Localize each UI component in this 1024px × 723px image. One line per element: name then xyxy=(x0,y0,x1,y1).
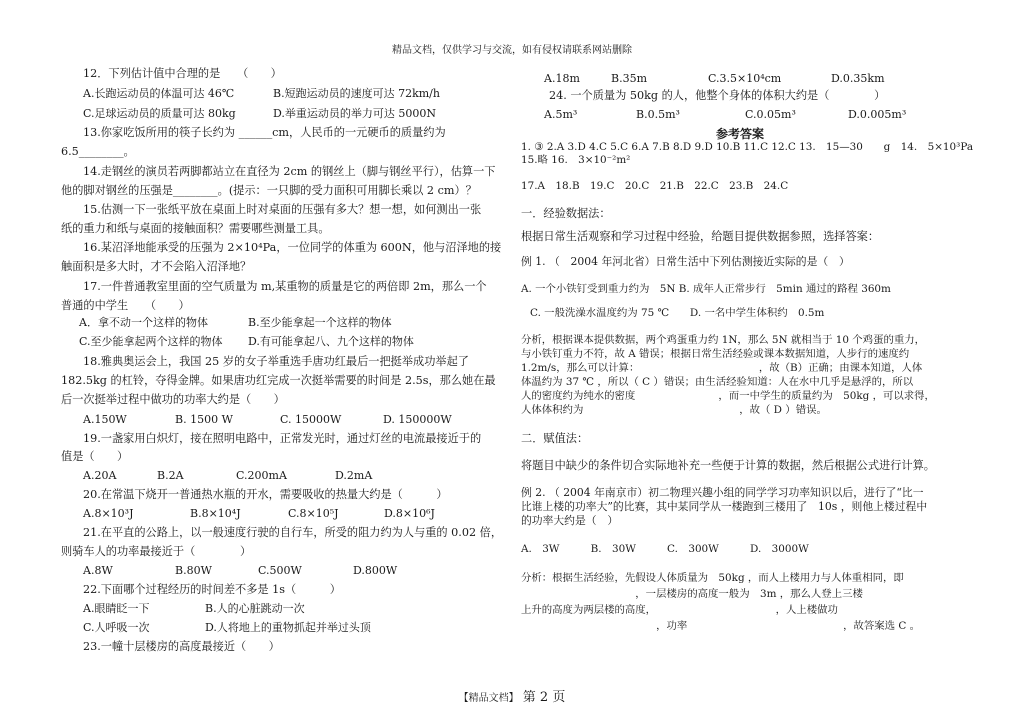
analysis1-line6: 人体体积约为 ，故（ D ）错误。 xyxy=(521,404,827,416)
q19-option-c: C.200mA xyxy=(236,469,287,482)
q13-line2: 6.5________。 xyxy=(61,145,135,158)
q21-line1: 21.在平直的公路上，以一般速度行驶的自行车，所受的阻力约为人与重的 0.02 倍， xyxy=(83,526,503,539)
q21-option-a: A.8W xyxy=(83,564,113,577)
q18-line3: 后一次挺举过程中做功的功率大约是（ ） xyxy=(61,393,285,406)
q18-line1: 18.雅典奥运会上，我国 25 岁的女子举重选手唐功红最后一把挺举成功举起了 xyxy=(83,355,469,368)
q21-option-c: C.500W xyxy=(258,564,302,577)
example2-line2: 比谁上楼的功率大”的比赛，其中某同学从一楼跑到三楼用了 10s ，则他上楼过程中 xyxy=(521,500,928,513)
example1-option-cd: C. 一般洗澡水温度约为 75 ℃ D. 一名中学生体积约 0.5m xyxy=(530,307,825,319)
q20-option-b: B.8×10⁴J xyxy=(190,507,241,520)
q20-option-a: A.8×10³J xyxy=(83,507,134,520)
q21-option-b: B.80W xyxy=(175,564,212,577)
q23-option-a: A.18m xyxy=(544,72,580,85)
q20-option-d: D.8×10⁶J xyxy=(384,507,435,520)
q20-option-c: C.8×10⁵J xyxy=(288,507,339,520)
q16-line2: 触面积是多大时，才不会陷入沼泽地？ xyxy=(61,260,252,273)
q24-option-c: C.0.05m³ xyxy=(745,108,796,121)
q24-option-b: B.0.5m³ xyxy=(636,108,680,121)
section1-title: 一．经验数据法： xyxy=(521,207,611,220)
q22-option-a: A.眼睛眨一下 xyxy=(83,602,150,615)
q18-option-d: D. 150000W xyxy=(383,413,452,426)
page-footer xyxy=(0,686,1024,705)
q23-option-c: C.3.5×10⁴cm xyxy=(708,72,782,85)
answers-line1: 1. ③ 2.A 3.D 4.C 5.C 6.A 7.B 8.D 9.D 10.B 11.C 12.C 13. 15—30 g 14. 5×10³Pa xyxy=(521,141,974,153)
q14-line1: 14.走钢丝的演员若两脚都站立在直径为 2cm 的钢丝上（脚与钢丝平行），估算一下 xyxy=(83,165,496,178)
q13-line1: 13.你家吃饭所用的筷子长约为 ______cm，人民币的一元硬币的质量约为 xyxy=(83,126,446,139)
section2-intro: 将题目中缺少的条件切合实际地补充一些便于计算的数据，然后根据公式进行计算。 xyxy=(521,459,935,472)
answers-title: 参考答案 xyxy=(716,127,765,141)
q18-option-b: B. 1500 W xyxy=(175,413,233,426)
q15-line1: 15.估测一下一张纸平放在桌面上时对桌面的压强有多大？想一想，如何测出一张 xyxy=(83,203,482,216)
analysis1-line2: 与小铁钉重力不符，故 A 错误；根据日常生活经验或课本数据知道，人步行的速度约 xyxy=(521,348,910,360)
section2-title: 二．赋值法： xyxy=(521,432,589,445)
example1-stem: 例 1. （ 2004 年河北省）日常生活中下列估测接近实际的是（ ） xyxy=(521,255,850,268)
q20-stem: 20.在常温下烧开一普通热水瓶的开水，需要吸收的热量大约是（ ） xyxy=(83,488,448,501)
section1-intro: 根据日常生活观察和学习过程中经验，给题目提供数据参照，选择答案： xyxy=(521,230,880,243)
q23-stem: 23.一幢十层楼房的高度最接近（ ） xyxy=(83,640,280,653)
q14-line2: 他的脚对钢丝的压强是________。(提示：一只脚的受力面积可用脚长乘以 2 cm）？ xyxy=(61,184,477,197)
q21-line2: 则骑车人的功率最接近于（ ） xyxy=(61,545,252,558)
q17-option-c: C.至少能拿起两个这样的物体 xyxy=(79,335,223,348)
q18-line2: 182.5kg 的杠铃，夺得金牌。如果唐功红完成一次挺举需要的时间是 2.5s，那么她在最 xyxy=(61,374,496,387)
q18-option-c: C. 15000W xyxy=(280,413,342,426)
q19-option-a: A.20A xyxy=(83,469,117,482)
q12-option-a: A.长跑运动员的体温可达 46℃ xyxy=(83,87,235,100)
analysis1-line4: 体温约为 37 ℃ ，所以（ C ）错误；由生活经验知道：人在水中几乎是悬浮的，所以 xyxy=(521,376,914,388)
q17-option-a: A．拿不动一个这样的物体 xyxy=(79,316,208,329)
q24-option-d: D.0.005m³ xyxy=(848,108,907,121)
answers-line2: 15.略 16. 3×10⁻²m² xyxy=(521,154,631,166)
q12-stem: 12．下列估计值中合理的是 （ ） xyxy=(83,67,282,80)
q17-option-d: D.有可能拿起八、九个这样的物体 xyxy=(248,335,414,348)
analysis2-line4: ，功率 ，故答案选 C 。 xyxy=(521,620,921,632)
q12-option-d: D.举重运动员的举力可达 5000N xyxy=(273,107,437,120)
q12-option-b: B.短跑运动员的速度可达 72km/h xyxy=(273,87,440,100)
q16-line1: 16.某沼泽地能承受的压强为 2×10⁴Pa，一位同学的体重为 600N，他与沼泽地的接 xyxy=(83,241,502,254)
q22-stem: 22.下面哪个过程经历的时间差不多是 1s（ ） xyxy=(83,583,341,596)
example2-line1: 例 2. （ 2004 年南京市）初二物理兴趣小组的同学学习功率知识以后，进行了“比一 xyxy=(521,486,924,499)
analysis2-line1: 分析：根据生活经验，先假设人体质量为 50kg ，而人上楼用力与人体重相同，即 xyxy=(521,572,904,584)
q22-option-d: D.人将地上的重物抓起并举过头顶 xyxy=(205,621,371,634)
q12-option-c: C.足球运动员的质量可达 80kg xyxy=(83,107,236,120)
analysis2-line2: ，一层楼房的高度一般为 3m ，那么人登上三楼 xyxy=(521,588,863,600)
q23-option-b: B.35m xyxy=(611,72,648,85)
q17-option-b: B.至少能拿起一个这样的物体 xyxy=(248,316,392,329)
example2-options: A. 3W B. 30W C. 300W D. 3000W xyxy=(521,543,809,555)
analysis1-line1: 分析，根据课本提供数据，两个鸡蛋重力约 1N，那么 5N 就相当于 10 个鸡蛋的重力， xyxy=(521,334,926,346)
q19-line2: 值是（ ） xyxy=(61,450,129,463)
example2-line3: 的功率大约是（ ） xyxy=(521,514,619,527)
page-header: 精品文档，仅供学习与交流，如有侵权请联系网站删除 xyxy=(392,45,632,56)
footer-tag: 【精品文档】 xyxy=(458,693,519,704)
q23-option-d: D.0.35km xyxy=(831,72,885,85)
q17-line2: 普通的中学生 （ ） xyxy=(61,299,190,312)
analysis1-line5: 人的密度约为纯水的密度 ，而一中学生的质量约为 50kg ，可以求得， xyxy=(521,390,935,402)
q22-option-b: B.人的心脏跳动一次 xyxy=(205,602,305,615)
q18-option-a: A.150W xyxy=(83,413,127,426)
q24-option-a: A.5m³ xyxy=(544,108,578,121)
q21-option-d: D.800W xyxy=(353,564,398,577)
page-number: 第 2 页 xyxy=(522,690,566,705)
q17-line1: 17.一件普通教室里面的空气质量为 m,某重物的质量是它的两倍即 2m，那么一个 xyxy=(83,280,487,293)
q15-line2: 纸的重力和纸与桌面的接触面积？需要哪些测量工具。 xyxy=(61,222,330,235)
q19-line1: 19.一盏家用白炽灯，接在照明电路中，正常发光时，通过灯丝的电流最接近于的 xyxy=(83,432,482,445)
analysis2-line3: 上升的高度为两层楼的高度， ，人上楼做功 xyxy=(521,604,838,616)
q22-option-c: C.人呼吸一次 xyxy=(83,621,150,634)
q24-stem: 24. 一个质量为 50kg 的人，他整个身体的体积大约是（ ） xyxy=(549,89,886,102)
answers-line3: 17.A 18.B 19.C 20.C 21.B 22.C 23.B 24.C xyxy=(521,180,789,192)
q19-option-b: B.2A xyxy=(157,469,184,482)
example1-option-ab: A. 一个小铁钉受到重力约为 5N B. 成年人正常步行 5min 通过的路程 360m xyxy=(521,283,891,295)
q19-option-d: D.2mA xyxy=(335,469,373,482)
analysis1-line3: 1.2m/s，那么可以计算： ，故（B）正确；由课本知道，人体 xyxy=(521,362,923,374)
